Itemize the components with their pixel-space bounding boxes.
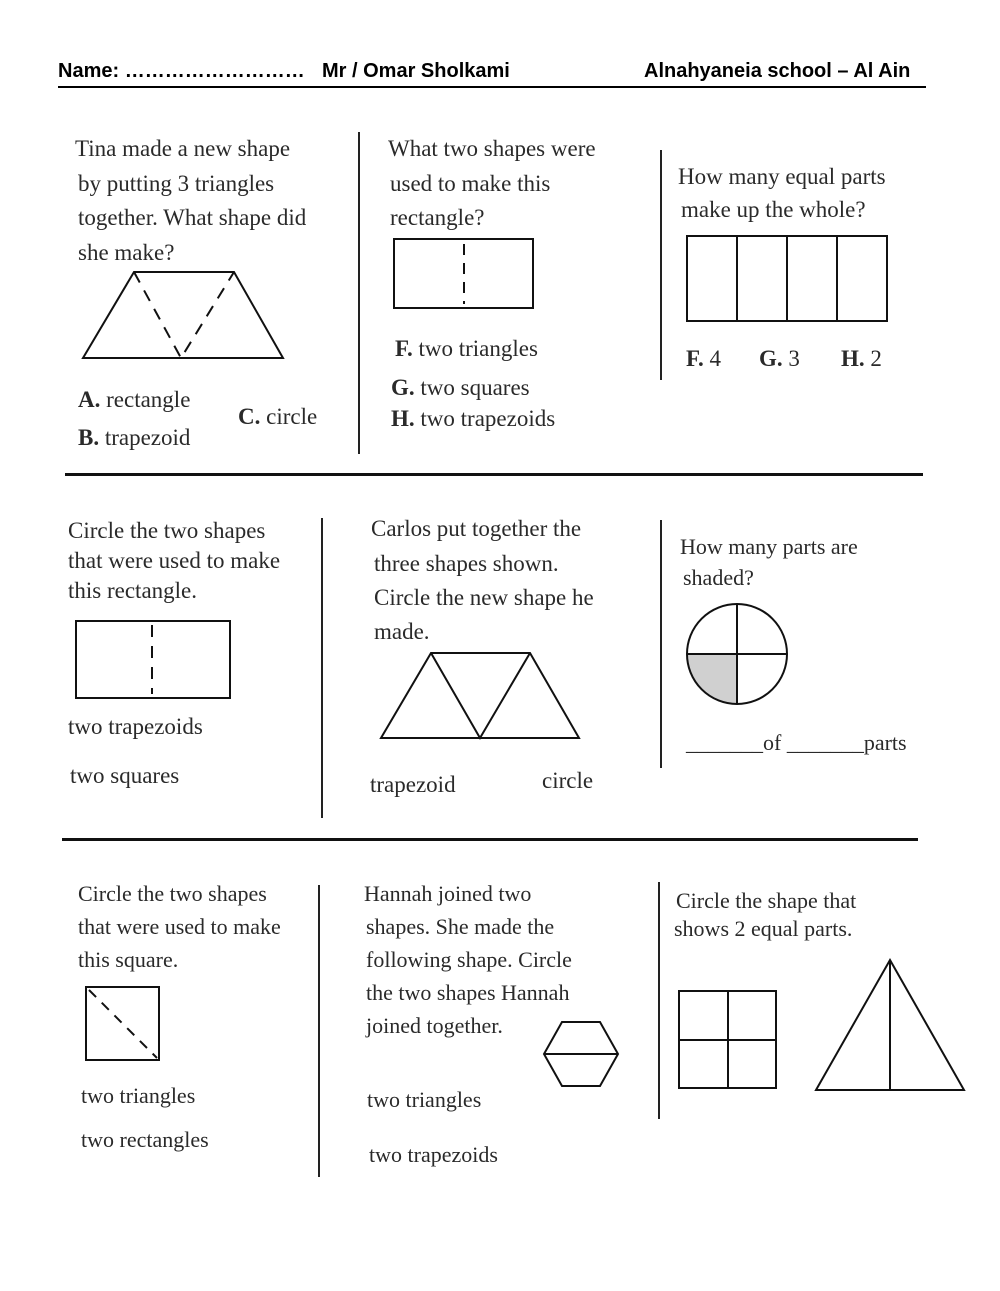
question-text: shaded? (683, 565, 754, 590)
four-parts-rectangle-figure (686, 235, 889, 323)
option-letter: G. (759, 346, 783, 371)
column-divider (318, 885, 320, 1177)
question-text: make up the whole? (681, 197, 866, 222)
question-text: made. (374, 619, 430, 644)
option-h[interactable] (391, 402, 555, 436)
option-letter: H. (391, 406, 415, 431)
answer-choice[interactable]: two rectangles (81, 1127, 209, 1152)
option-g[interactable] (759, 342, 800, 376)
question-text: How many parts are (680, 534, 858, 559)
square-four-parts-figure[interactable] (678, 990, 778, 1090)
option-text: 2 (870, 346, 882, 371)
rectangle-split-figure (393, 238, 535, 310)
question-text: Tina made a new shape (75, 136, 291, 161)
option-letter: F. (686, 346, 704, 371)
answer-choice[interactable]: trapezoid (370, 772, 456, 797)
teacher-name: Mr / Omar Sholkami (322, 60, 510, 82)
option-letter: H. (841, 346, 865, 371)
option-letter: A. (78, 387, 101, 412)
row-divider (65, 473, 923, 476)
option-letter: G. (391, 375, 415, 400)
question-text: that were used to make (78, 914, 281, 939)
question-text: rectangle? (390, 205, 485, 230)
option-text: circle (266, 404, 318, 429)
question-text: How many equal parts (678, 164, 886, 189)
option-f[interactable] (686, 342, 721, 376)
question-text: joined together. (366, 1013, 503, 1038)
question-text: Carlos put together the (371, 516, 582, 541)
question-text: Circle the two shapes (68, 518, 266, 543)
question-text: used to make this (390, 171, 551, 196)
triangle-two-parts-figure[interactable] (814, 958, 966, 1092)
question-text: What two shapes were (388, 136, 596, 161)
option-c[interactable] (238, 400, 317, 434)
option-text: two squares (420, 375, 530, 400)
question-text: following shape. Circle (366, 947, 572, 972)
question-text: shows 2 equal parts. (674, 916, 853, 941)
question-text: this rectangle. (68, 578, 198, 603)
column-divider (658, 882, 660, 1119)
answer-choice[interactable]: two squares (70, 763, 180, 788)
option-letter: B. (78, 425, 100, 450)
question-text: she make? (78, 240, 175, 265)
question-text: Circle the new shape he (374, 585, 594, 610)
question-text: the two shapes Hannah (366, 980, 570, 1005)
option-letter: C. (238, 404, 261, 429)
quarter-shaded-circle-figure (685, 602, 789, 706)
answer-choice[interactable]: circle (542, 768, 594, 793)
question-text: Circle the two shapes (78, 881, 267, 906)
option-g[interactable] (391, 371, 530, 405)
answer-choice[interactable]: two triangles (81, 1083, 196, 1108)
question-text: that were used to make (68, 548, 281, 573)
trapezoid-three-triangles-figure (80, 270, 286, 362)
option-text: two triangles (418, 336, 538, 361)
question-text: shapes. She made the (366, 914, 555, 939)
answer-choice[interactable]: two trapezoids (68, 714, 203, 739)
name-label: Name: ……………………… (58, 60, 305, 82)
school-name: Alnahyaneia school – Al Ain (644, 60, 911, 82)
option-b[interactable] (78, 421, 190, 455)
answer-blank-line[interactable]: _______of _______parts (686, 730, 907, 755)
option-a[interactable] (78, 383, 190, 417)
column-divider (321, 518, 323, 818)
column-divider (660, 520, 662, 768)
question-text: together. What shape did (78, 205, 307, 230)
option-h[interactable] (841, 342, 882, 376)
option-text: rectangle (106, 387, 191, 412)
question-text: Circle the shape that (676, 888, 857, 913)
option-text: trapezoid (104, 425, 191, 450)
question-text: three shapes shown. (374, 551, 559, 576)
answer-choice[interactable]: two triangles (367, 1087, 482, 1112)
question-text: this square. (78, 947, 179, 972)
three-triangles-figure (380, 652, 580, 740)
column-divider (358, 132, 360, 454)
row-divider (62, 838, 918, 841)
question-text: by putting 3 triangles (78, 171, 275, 196)
header-underline (58, 86, 926, 88)
option-text: two trapezoids (420, 406, 556, 431)
column-divider (660, 150, 662, 380)
option-letter: F. (395, 336, 413, 361)
square-diagonal-figure (85, 986, 161, 1062)
option-f[interactable] (395, 332, 538, 366)
rectangle-split-figure (75, 620, 232, 700)
option-text: 4 (709, 346, 721, 371)
option-text: 3 (788, 346, 800, 371)
question-text: Hannah joined two (364, 881, 532, 906)
answer-choice[interactable]: two trapezoids (369, 1142, 498, 1167)
hexagon-figure (542, 1020, 620, 1088)
